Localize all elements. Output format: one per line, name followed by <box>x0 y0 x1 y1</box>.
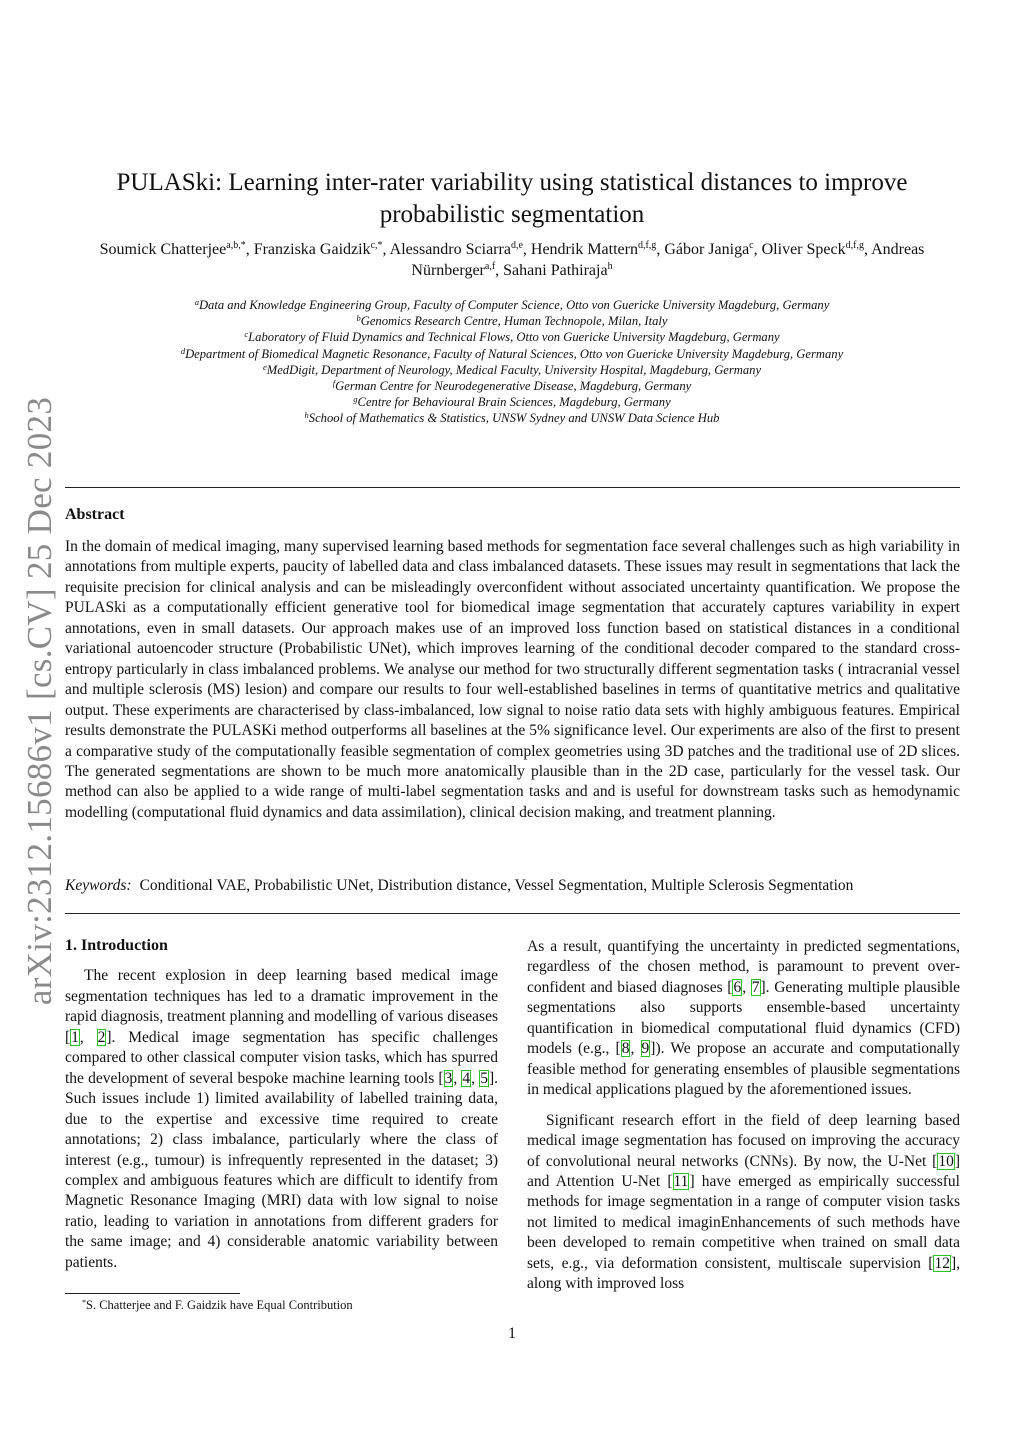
affiliation-mark: d <box>180 345 186 356</box>
author-list: Soumick Chatterjee$^{a,b,*}$, Franziska Gaidzik$^{c,*}$, Alessandro Sciarra$^{d,e}$, Hendrik Mattern$^{d,f,g}$, Gábor Janiga$^c$, Oliver Speck$^{d,f,g}$, Andreas Nürnberger$^{a,f}$, Sahani Pathiraja$^h$ <box>99 240 925 279</box>
affiliation-mark: b <box>356 313 361 324</box>
citation-link[interactable]: 7 <box>751 978 760 996</box>
author-affiliation-mark: d,f,g <box>845 240 864 251</box>
affiliation: $^e$MedDigit, Department of Neurology, Medical Faculty, University Hospital, Magdeburg, Germany <box>262 361 762 377</box>
keywords-label: Keywords: <box>65 877 132 894</box>
citation-link[interactable]: 11 <box>673 1172 689 1190</box>
author: Andreas Nürnberger$^{a,f}$ <box>411 241 925 279</box>
author-affiliation-mark: h <box>607 261 613 272</box>
citation-link[interactable]: 3 <box>444 1069 453 1087</box>
author-affiliation-mark: c,* <box>370 240 383 251</box>
author: Soumick Chatterjee$^{a,b,*}$ <box>99 240 246 258</box>
author: Oliver Speck$^{d,f,g}$ <box>761 240 864 258</box>
author-affiliation-mark: a,b,* <box>226 240 246 251</box>
affiliation-mark: g <box>353 394 358 405</box>
footnote-text: S. Chatterjee and F. Gaidzik have Equal Contribution <box>86 1298 353 1312</box>
author: Gábor Janiga$^c$ <box>664 240 754 258</box>
affiliation: $^f$German Centre for Neurodegenerative Disease, Magdeburg, Germany <box>332 378 692 394</box>
top-rule <box>65 487 960 488</box>
citation-link[interactable]: 5 <box>480 1069 488 1087</box>
affiliation: $^d$Department of Biomedical Magnetic Resonance, Faculty of Natural Sciences, Otto von Guericke University Magdeburg, Germany <box>180 345 844 361</box>
author: Sahani Pathiraja$^h$ <box>503 261 613 279</box>
left-column <box>65 936 498 1273</box>
citation-link[interactable]: 1 <box>71 1028 79 1046</box>
paper-title: PULASki: Learning inter-rater variability using statistical distances to improve probabilistic segmentation <box>116 168 908 228</box>
section-heading: 1. Introduction <box>65 937 168 954</box>
arxiv-identifier[interactable]: arXiv:2312.15686v1 [cs.CV] 25 Dec 2023 <box>20 396 59 1006</box>
affiliation-mark: c <box>244 329 249 340</box>
affiliation-list <box>60 297 964 427</box>
affiliation-mark: e <box>262 361 267 372</box>
affiliation-mark: f <box>332 378 336 389</box>
citation-link[interactable]: 4 <box>462 1069 471 1087</box>
abstract-heading: Abstract <box>65 506 125 523</box>
affiliation-mark: a <box>194 297 199 307</box>
intro-paragraph-1: The recent explosion in deep learning based medical image segmentation techniques has led to a dramatic improvement in the rapid diagnosis, treatment planning and modelling of various diseases [1, 2]. Medical image segmentation has specific challenges compared to other classical computer vision tasks, which has spurred the development of several bespoke machine learning tools [3, 4, 5]. Such issues include 1) limited availability of labelled training data, due to the expertise and excessive time required to create annotations; 2) class imbalance, particularly where the class of interest (e.g., tumour) is infrequently represented in the dataset; 3) complex and ambiguous features which are difficult to identify from Magnetic Resonance Imaging (MRI) data with low signal to noise ratio, leading to variation in annotations from different graders for the same image; and 4) considerable anatomic variability between patients. <box>65 967 499 1271</box>
citation-link[interactable]: 6 <box>733 978 742 996</box>
keywords <box>65 877 960 895</box>
author: Hendrik Mattern$^{d,f,g}$ <box>530 240 657 258</box>
citation-link[interactable]: 9 <box>641 1040 650 1058</box>
affiliation: $^g$Centre for Behavioural Brain Sciences, Magdeburg, Germany <box>353 394 671 410</box>
right-column <box>527 937 960 1295</box>
author: Alessandro Sciarra$^{d,e}$ <box>389 240 523 258</box>
footnote-mark: * <box>82 1298 86 1307</box>
affiliation: $^h$School of Mathematics & Statistics, UNSW Sydney and UNSW Data Science Hub <box>304 410 720 426</box>
footnote-rule <box>65 1293 240 1294</box>
page-number: 1 <box>508 1325 516 1342</box>
keywords-text: Conditional VAE, Probabilistic UNet, Distribution distance, Vessel Segmentation, Multiple Sclerosis Segmentation <box>139 877 854 894</box>
author-affiliation-mark: c <box>749 240 754 251</box>
intro-paragraph-3: Significant research effort in the field of deep learning based medical image segmentation has focused on improving the accuracy of convolutional neural networks (CNNs). By now, the U-Net [10] and Attention U-Net [11] have emerged as empirically successful methods for image segmentation in a range of computer vision tasks not limited to medical imaginEnhancements of such methods have been developed to remain competitive when trained on small data sets, e.g., via deformation consistent, multiscale supervision [12], along with improved loss <box>527 1111 960 1293</box>
affiliation: $^b$Genomics Research Centre, Human Technopole, Milan, Italy <box>356 313 668 329</box>
citation-link[interactable]: 10 <box>938 1152 954 1170</box>
author-affiliation-mark: d,f,g <box>637 240 657 251</box>
author-affiliation-mark: a,f <box>484 261 496 272</box>
intro-paragraph-2: As a result, quantifying the uncertainty in predicted segmentations, regardless of the chosen method, is paramount to prevent over-confident and biased diagnoses [6, 7]. Generating multiple plausible segmentations also supports ensemble-based uncertainty quantification in biomedical computational fluid dynamics (CFD) models (e.g., [8, 9]). We propose an accurate and computationally feasible method for generating ensembles of plausible segmentations in medical applications plagued by the aforementioned issues. <box>527 938 961 1099</box>
affiliation-mark: h <box>304 410 309 421</box>
author-affiliation-mark: d,e <box>510 240 523 251</box>
author: Franziska Gaidzik$^{c,*}$ <box>253 240 383 258</box>
citation-link[interactable]: 2 <box>97 1028 106 1046</box>
affiliation: $^c$Laboratory of Fluid Dynamics and Technical Flows, Otto von Guericke University Magdeburg, Germany <box>244 329 780 345</box>
citation-link[interactable]: 8 <box>621 1040 630 1058</box>
affiliation: $^a$Data and Knowledge Engineering Group, Faculty of Computer Science, Otto von Guericke University Magdeburg, Germany <box>194 297 830 312</box>
footnote <box>82 1298 353 1313</box>
abstract-text: In the domain of medical imaging, many supervised learning based methods for segmentation face several challenges such as high variability in annotations from multiple experts, paucity of labelled data and class imbalanced datasets. These issues may result in segmentations that lack the requisite precision for clinical analysis and can be misleadingly overconfident without associated uncertainty quantification. We propose the PULASki as a computationally efficient generative tool for biomedical image segmentation that accurately captures variability in expert annotations, even in small datasets. Our approach makes use of an improved loss function based on statistical distances in a conditional variational autoencoder structure (Probabilistic UNet), which improves learning of the conditional decoder compared to the standard cross-entropy particularly in class imbalanced problems. We analyse our method for two structurally different segmentation tasks ( intracranial vessel and multiple sclerosis (MS) lesion) and compare our results to four well-established baselines in terms of quantitative metrics and qualitative output. These experiments are characterised by class-imbalanced, low signal to noise ratio data sets with highly ambiguous features. Empirical results demonstrate the PULASKi method outperforms all baselines at the 5% significance level. Our experiments are also of the first to present a comparative study of the computationally feasible segmentation of complex geometries using 3D patches and the traditional use of 2D slices. The generated segmentations are shown to be much more anatomically plausible than in the 2D case, particularly for the vessel task. Our method can also be applied to a wide range of multi-label segmentation tasks and and is useful for downstream tasks such as hemodynamic modelling (computational fluid dynamics and data assimilation), clinical decision making, and treatment planning. <box>65 538 960 821</box>
citation-link[interactable]: 12 <box>934 1254 950 1272</box>
bottom-rule <box>65 913 960 914</box>
